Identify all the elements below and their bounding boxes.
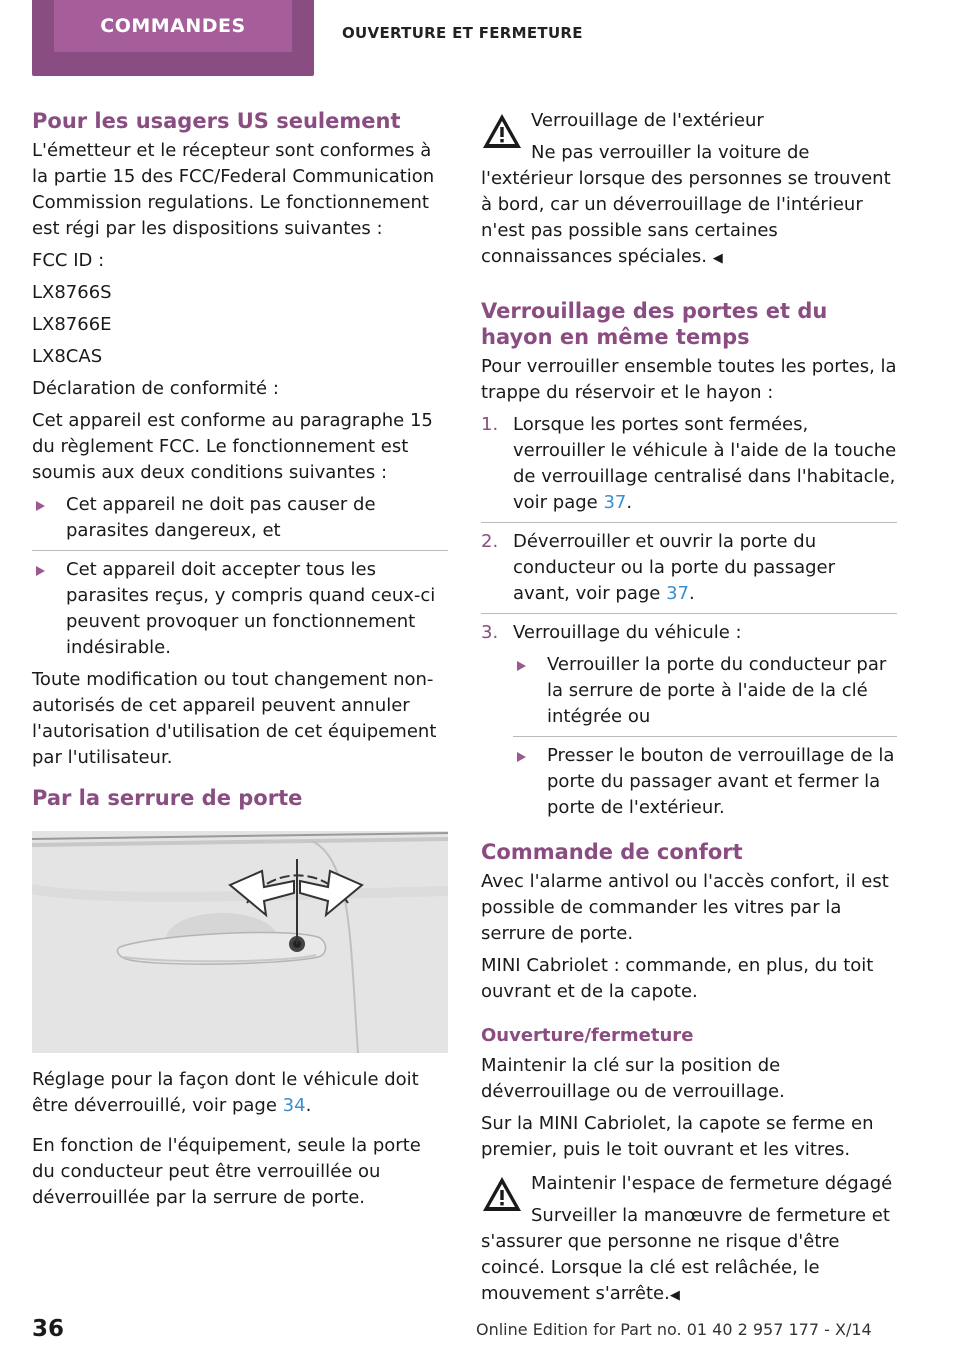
- step-item: [481, 620, 897, 821]
- step-divider: [481, 522, 897, 523]
- fcc-id-value: LX8766S: [32, 282, 112, 303]
- heading-comfort: Commande de confort: [481, 840, 743, 864]
- edition-note: Online Edition for Part no. 01 40 2 957 177 - X/14: [476, 1320, 872, 1339]
- paragraph: MINI Cabriolet : commande, en plus, du toit ouvrant et de la capote.: [481, 955, 874, 1002]
- right-column: [481, 108, 897, 1315]
- step-item: 2. Déverrouiller et ouvrir la porte du conducteur ou la porte du passager avant, voir page 37.: [481, 531, 835, 604]
- warning-icon: [481, 112, 523, 150]
- paragraph: Maintenir la clé sur la position de déverrouillage ou de verrouillage.: [481, 1055, 785, 1102]
- bullet-divider: [32, 550, 448, 551]
- page-link[interactable]: 37: [666, 583, 689, 604]
- paragraph: Avec l'alarme antivol ou l'accès confort, il est possible de commander les vitres par la serrure de porte.: [481, 871, 889, 944]
- bullet-item: Cet appareil doit accepter tous les parasites reçus, y compris quand ceux-ci peuvent provoquer un fonctionnement indésirable.: [32, 557, 448, 661]
- left-column: [32, 108, 448, 1217]
- paragraph: Cet appareil est conforme au paragraphe 15 du règlement FCC. Le fonctionnement est soumis aux deux conditions suivantes :: [32, 410, 433, 483]
- bullet-item: Cet appareil ne doit pas causer de parasites dangereux, et: [32, 492, 448, 544]
- section-tab[interactable]: OUVERTURE ET FERMETURE: [342, 24, 583, 42]
- paragraph: Sur la MINI Cabriolet, la capote se ferme en premier, puis le toit ouvrant et les vitres.: [481, 1113, 874, 1160]
- warning-icon: [481, 1175, 523, 1213]
- declaration-label: Déclaration de conformité :: [32, 378, 279, 399]
- text: Verrouillage du véhicule :: [513, 622, 742, 643]
- text: .: [305, 1095, 312, 1116]
- step-item: 1. Lorsque les portes sont fermées, verrouiller le véhicule à l'aide de la touche de verrouillage centralisé dans l'habitacle, voir page 37.: [481, 414, 897, 513]
- header-bar: [0, 0, 960, 78]
- warning-text: [481, 1203, 897, 1309]
- text: Réglage pour la façon dont le véhicule doit être déverrouillé, voir page: [32, 1069, 419, 1116]
- warning-text: [481, 140, 897, 272]
- heading-us-users: Pour les usagers US seulement: [32, 109, 401, 133]
- paragraph: En fonction de l'équipement, seule la porte du conducteur peut être verrouillée ou déverrouillée par la serrure de porte.: [32, 1135, 421, 1208]
- step-number: 2.: [481, 531, 499, 552]
- page-number: 36: [32, 1316, 65, 1342]
- end-mark-icon: ◀: [712, 251, 723, 266]
- door-lock-illustration: [32, 831, 448, 1053]
- warning-title: Maintenir l'espace de fermeture dégagé: [531, 1173, 893, 1194]
- paragraph: L'émetteur et le récepteur sont conformes à la partie 15 des FCC/Federal Communication Commission regulations. Le fonctionnement est régi par les dispositions suivantes :: [32, 140, 435, 239]
- fcc-id-value: LX8CAS: [32, 346, 103, 367]
- fcc-id-value: LX8766E: [32, 314, 112, 335]
- step-divider: [481, 613, 897, 614]
- text: Ne pas verrouiller la voiture de l'extérieur lorsque des personnes se trouvent à bord, car un déverrouillage de l'intérieur n'est pas possible sans certaines connaissances spéciales.: [481, 142, 891, 267]
- bullet-item: Presser le bouton de verrouillage de la porte du passager avant et fermer la porte de l'extérieur.: [513, 743, 897, 821]
- end-mark-icon: ◀: [669, 1288, 680, 1303]
- paragraph-setting: [32, 1067, 448, 1119]
- heading-open-close: Ouverture/fermeture: [481, 1025, 694, 1046]
- fcc-id-label: FCC ID :: [32, 250, 105, 271]
- paragraph: Pour verrouiller ensemble toutes les portes, la trappe du réservoir et le hayon :: [481, 356, 897, 403]
- heading-lock-all: Verrouillage des portes et du hayon en même temps: [481, 299, 828, 349]
- warning-title: Verrouillage de l'extérieur: [531, 110, 764, 131]
- bullet-divider: [513, 736, 897, 737]
- paragraph: Toute modification ou tout changement non-autorisés de cet appareil peuvent annuler l'autorisation d'utilisation de cet équipement par l'utilisateur.: [32, 669, 437, 768]
- step-number: 1.: [481, 414, 499, 435]
- text: Déverrouiller et ouvrir la porte du conducteur ou la porte du passager avant, voir page: [513, 531, 835, 604]
- heading-door-lock: Par la serrure de porte: [32, 786, 303, 810]
- page-link[interactable]: 37: [603, 492, 627, 513]
- door-handle-image: [32, 831, 448, 1053]
- warning-block: [481, 108, 897, 272]
- page-link[interactable]: 34: [282, 1095, 306, 1116]
- text: Lorsque les portes sont fermées, verrouiller le véhicule à l'aide de la touche de verrouillage centralisé dans l'habitacle, voir page: [513, 414, 897, 513]
- warning-block: [481, 1171, 897, 1309]
- bullet-item: Verrouiller la porte du conducteur par la serrure de porte à l'aide de la clé intégrée ou: [513, 652, 897, 730]
- text: Surveiller la manœuvre de fermeture et s'assurer que personne ne risque d'être coincé. Lorsque la clé est relâchée, le mouvement s'arrête.: [481, 1205, 890, 1304]
- chapter-tab-label: COMMANDES: [54, 0, 292, 52]
- chapter-tab[interactable]: [32, 0, 314, 76]
- step-number: 3.: [481, 622, 499, 643]
